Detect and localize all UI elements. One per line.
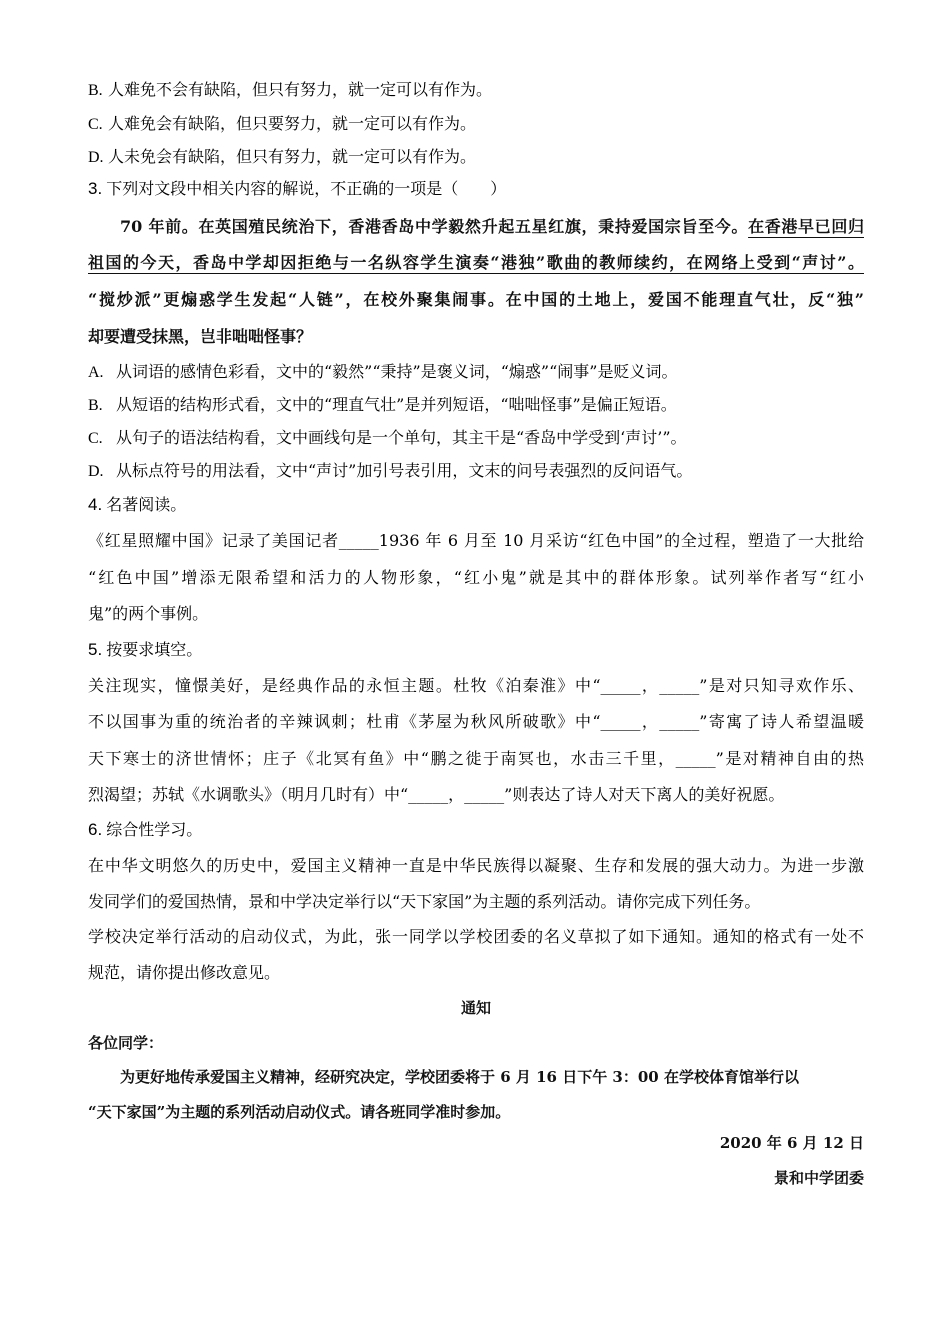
q3-passage-line-2 <box>88 251 864 275</box>
q2-option-b-letter: B. <box>88 82 103 99</box>
q3-passage-line-3: “搅炒派”更煽惑学生发起“人链”，在校外聚集闹事。在中国的土地上，爱国不能理直气壮，反“独” <box>88 290 864 309</box>
q2-option-b <box>88 78 864 102</box>
q6-heading <box>88 818 864 842</box>
q3-option-b-letter: B. <box>88 397 103 414</box>
q3-passage-line-1 <box>120 215 864 239</box>
q3-option-a-text: 从词语的感情色彩看，文中的“毅然”“秉持”是褒义词，“煽惑”“闹事”是贬义词。 <box>116 362 678 381</box>
q3-number: 3. <box>88 179 103 198</box>
q3-option-d-letter: D. <box>88 463 104 480</box>
q2-option-d <box>88 145 864 169</box>
q5-line-1: 关注现实，憧憬美好，是经典作品的永恒主题。杜牧《泊秦淮》中“_____，_____”是对只知寻欢作乐、 <box>88 676 864 695</box>
q3-option-b <box>88 393 864 417</box>
q6-line-2: 发同学们的爱国热情，景和中学决定举行以“天下家国”为主题的系列活动。请你完成下列任务。 <box>88 892 761 911</box>
q2-option-d-letter: D. <box>88 149 104 166</box>
q3-option-c-letter: C. <box>88 430 103 447</box>
q6-line-4: 规范，请你提出修改意见。 <box>88 963 281 982</box>
q3-option-c <box>88 426 864 450</box>
q4-line-1: 《红星照耀中国》记录了美国记者_____1936 年 6 月至 10 月采访“红色中国”的全过程，塑造了一大批给 <box>88 531 864 550</box>
q5-heading <box>88 638 864 662</box>
q6-line-3: 学校决定举行活动的启动仪式，为此，张一同学以学校团委的名义草拟了如下通知。通知的格式有一处不 <box>88 927 864 946</box>
q4-line-3: 鬼”的两个事例。 <box>88 604 209 623</box>
notice-body-line-1: 为更好地传承爱国主义精神，经研究决定，学校团委将于 6 月 16 日下午 3：00 在学校体育馆举行以 <box>120 1068 799 1086</box>
notice-date: 2020 年 6 月 12 日 <box>719 1134 864 1152</box>
q3-option-a <box>88 360 864 384</box>
q3-heading <box>88 177 864 201</box>
q5-title: 按要求填空。 <box>106 640 203 659</box>
q2-option-c-letter: C. <box>88 116 103 133</box>
notice-body-line-2: “天下家国”为主题的系列活动启动仪式。请各班同学准时参加。 <box>88 1103 511 1121</box>
q4-heading <box>88 493 864 517</box>
q4-line-2: “红色中国”增添无限希望和活力的人物形象，“红小鬼”就是其中的群体形象。试列举作者写“红小 <box>88 568 864 587</box>
q6-title: 综合性学习。 <box>106 820 203 839</box>
q2-option-d-text: 人未免会有缺陷，但只有努力，就一定可以有作为。 <box>108 147 477 166</box>
q3-option-a-letter: A. <box>88 364 104 381</box>
q3-option-d-text: 从标点符号的用法看，文中“声讨”加引号表引用，文末的问号表强烈的反问语气。 <box>116 461 693 480</box>
q2-option-c <box>88 112 864 136</box>
q5-line-2: 不以国事为重的统治者的辛辣讽刺；杜甫《茅屋为秋风所破歌》中“_____，_____”寄寓了诗人希望温暖 <box>88 712 864 731</box>
notice-signer: 景和中学团委 <box>773 1169 864 1187</box>
q2-option-b-text: 人难免不会有缺陷，但只有努力，就一定可以有作为。 <box>108 80 493 99</box>
q4-number: 4. <box>88 495 103 514</box>
q5-line-4: 烈渴望；苏轼《水调歌头》（明月几时有）中“_____，_____”则表达了诗人对天下离人的美好祝愿。 <box>88 785 785 804</box>
notice-salutation: 各位同学： <box>88 1034 164 1052</box>
q6-line-1: 在中华文明悠久的历史中，爱国主义精神一直是中华民族得以凝聚、生存和发展的强大动力。为进一步激 <box>88 856 864 875</box>
q3-passage-underlined-start: 在香港早已回归 <box>748 217 864 236</box>
q6-number: 6. <box>88 820 103 839</box>
q3-option-b-text: 从短语的结构形式看，文中的“理直气壮”是并列短语，“咄咄怪事”是偏正短语。 <box>116 395 677 414</box>
q2-option-c-text: 人难免会有缺陷，但只要努力，就一定可以有作为。 <box>108 114 477 133</box>
q5-line-3: 天下寒士的济世情怀；庄子《北冥有鱼》中“鹏之徙于南冥也，水击三千里，_____”是对精神自由的热 <box>88 749 864 768</box>
q3-passage-underlined-rest: 祖国的今天，香岛中学却因拒绝与一名纵容学生演奏“港独”歌曲的教师续约，在网络上受到“声讨”。 <box>88 253 864 272</box>
q3-passage-line-4: 却要遭受抹黑，岂非咄咄怪事？ <box>88 327 313 346</box>
notice-title: 通知 <box>460 999 491 1017</box>
q3-stem: 下列对文段中相关内容的解说，不正确的一项是（ ） <box>106 179 507 198</box>
q3-option-c-text: 从句子的语法结构看，文中画线句是一个单句，其主干是“香岛中学受到‘声讨’”。 <box>116 428 687 447</box>
q3-passage-line-1-text: 70 年前。在英国殖民统治下，香港香岛中学毅然升起五星红旗，秉持爱国宗旨至今。 <box>120 217 749 236</box>
q4-title: 名著阅读。 <box>106 495 187 514</box>
q3-option-d <box>88 459 864 483</box>
q5-number: 5. <box>88 640 103 659</box>
